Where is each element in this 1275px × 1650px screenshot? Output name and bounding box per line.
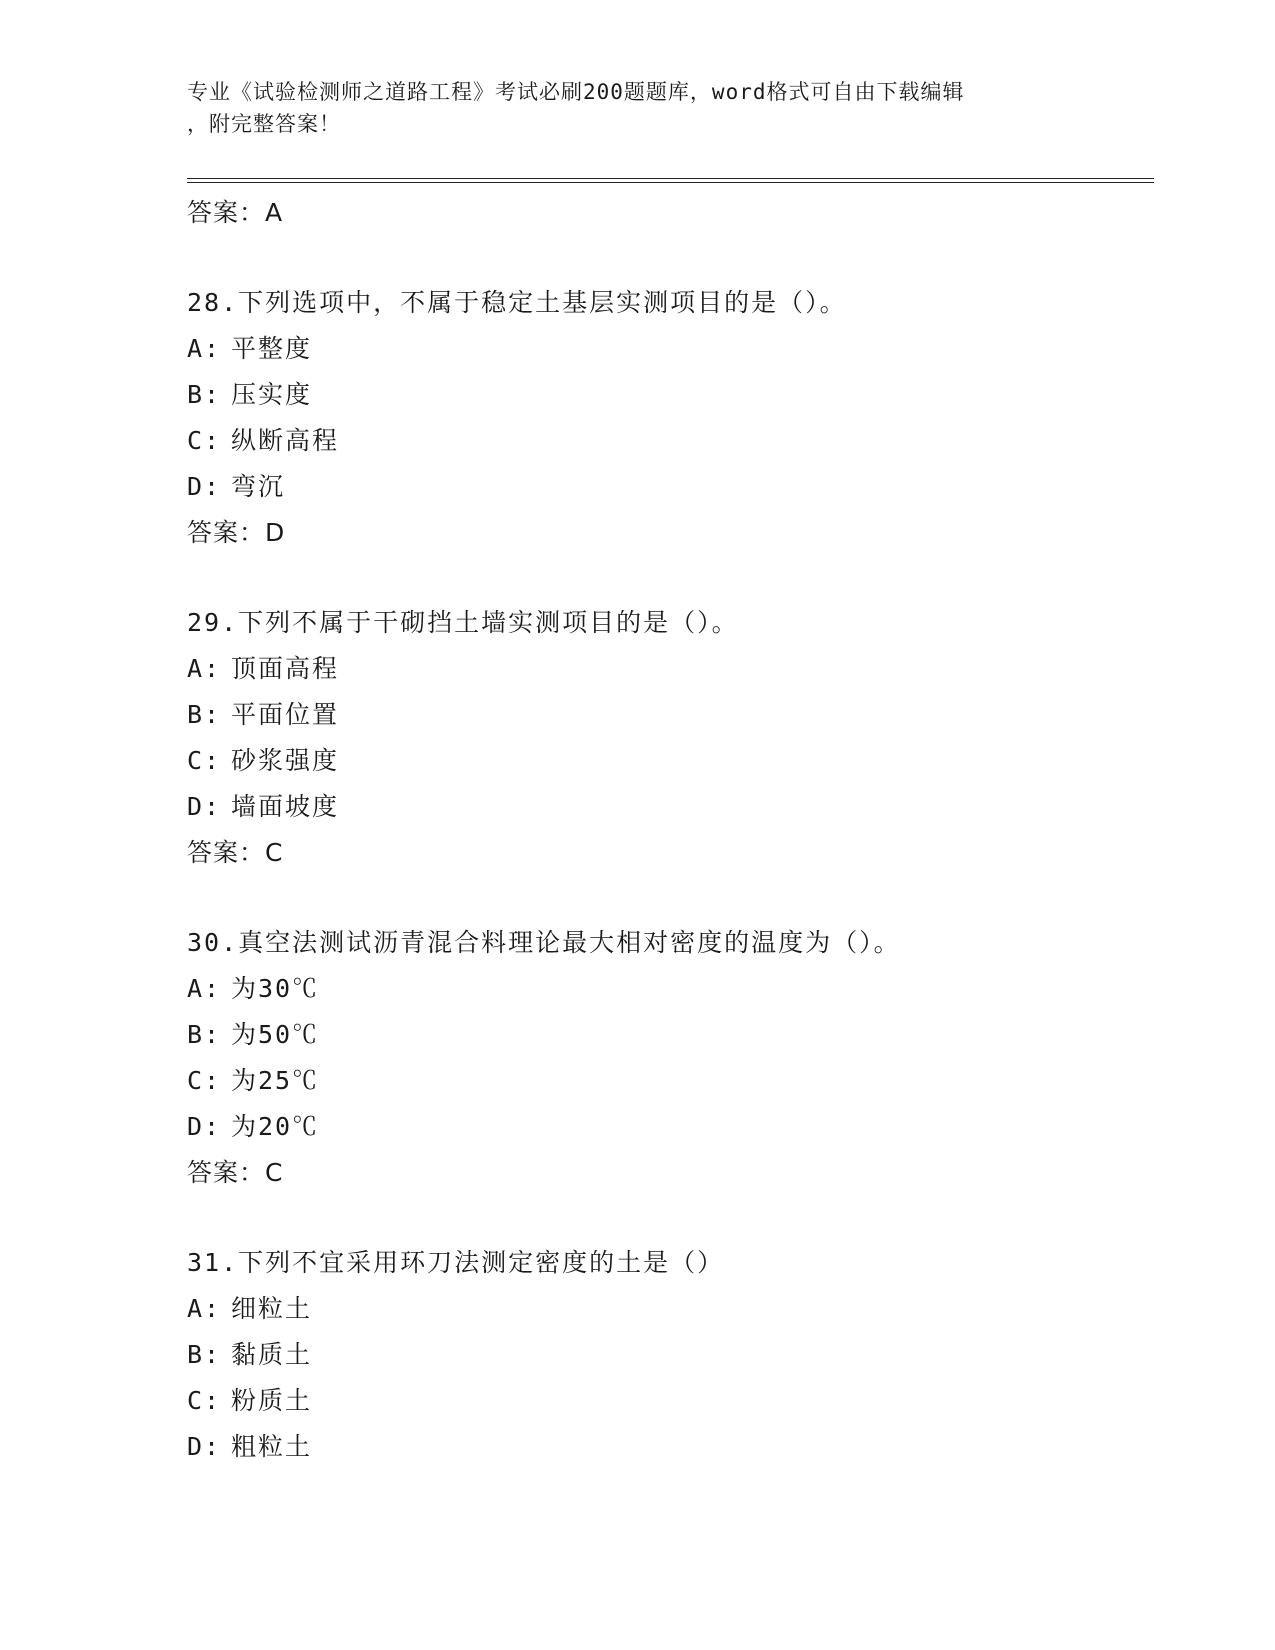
option-letter: B:	[187, 380, 222, 409]
option-a	[187, 966, 1154, 1012]
option-c	[187, 738, 1154, 784]
spacer	[187, 236, 1154, 280]
option-c	[187, 1378, 1154, 1424]
option-text: 顶面高程	[231, 654, 340, 683]
answer-label: 答案：C	[187, 838, 284, 867]
question-block-31	[187, 1240, 1154, 1470]
question-block-30	[187, 920, 1154, 1196]
option-letter: A:	[187, 1294, 222, 1323]
option-text: 细粒土	[231, 1294, 313, 1323]
question-stem: 29.下列不属于干砌挡土墙实测项目的是（）。	[187, 608, 739, 637]
option-c	[187, 418, 1154, 464]
header-title-line1: 专业《试验检测师之道路工程》考试必刷200题题库，word格式可自由下载编辑	[187, 80, 965, 104]
option-text: 为50℃	[231, 1020, 320, 1049]
answer-label: 答案：C	[187, 1158, 284, 1187]
option-text: 砂浆强度	[231, 746, 340, 775]
question-stem: 31.下列不宜采用环刀法测定密度的土是（）	[187, 1248, 725, 1277]
question-list	[187, 190, 1154, 1470]
option-text: 纵断高程	[231, 426, 340, 455]
option-text: 墙面坡度	[231, 792, 340, 821]
option-letter: D:	[187, 1112, 222, 1141]
option-c	[187, 1058, 1154, 1104]
option-letter: A:	[187, 654, 222, 683]
answer-label: 答案：A	[187, 198, 284, 227]
option-d	[187, 464, 1154, 510]
spacer	[187, 556, 1154, 600]
option-text: 为20℃	[231, 1112, 320, 1141]
option-a	[187, 326, 1154, 372]
option-letter: B:	[187, 1340, 222, 1369]
spacer	[187, 1196, 1154, 1240]
answer-label: 答案：D	[187, 518, 286, 547]
option-text: 弯沉	[231, 472, 286, 501]
option-text: 平面位置	[231, 700, 340, 729]
option-text: 压实度	[231, 380, 313, 409]
option-letter: B:	[187, 700, 222, 729]
question-block-29	[187, 600, 1154, 876]
option-letter: D:	[187, 472, 222, 501]
document-header	[187, 76, 1087, 140]
option-letter: A:	[187, 974, 222, 1003]
option-d	[187, 784, 1154, 830]
option-text: 为25℃	[231, 1066, 320, 1095]
option-text: 黏质土	[231, 1340, 313, 1369]
option-letter: C:	[187, 1066, 222, 1095]
option-d	[187, 1424, 1154, 1470]
option-d	[187, 1104, 1154, 1150]
spacer	[187, 876, 1154, 920]
option-letter: C:	[187, 1386, 222, 1415]
option-letter: C:	[187, 746, 222, 775]
question-stem: 28.下列选项中，不属于稳定土基层实测项目的是（）。	[187, 288, 847, 317]
option-b	[187, 1012, 1154, 1058]
option-a	[187, 1286, 1154, 1332]
option-b	[187, 372, 1154, 418]
option-letter: A:	[187, 334, 222, 363]
header-divider	[187, 178, 1154, 183]
option-letter: D:	[187, 1432, 222, 1461]
question-block-28	[187, 280, 1154, 556]
header-title-line2: ，附完整答案！	[187, 112, 341, 136]
option-letter: B:	[187, 1020, 222, 1049]
option-text: 粗粒土	[231, 1432, 313, 1461]
option-a	[187, 646, 1154, 692]
option-b	[187, 1332, 1154, 1378]
option-b	[187, 692, 1154, 738]
option-letter: C:	[187, 426, 222, 455]
option-letter: D:	[187, 792, 222, 821]
question-stem: 30.真空法测试沥青混合料理论最大相对密度的温度为（）。	[187, 928, 901, 957]
option-text: 平整度	[231, 334, 313, 363]
option-text: 为30℃	[231, 974, 320, 1003]
option-text: 粉质土	[231, 1386, 313, 1415]
